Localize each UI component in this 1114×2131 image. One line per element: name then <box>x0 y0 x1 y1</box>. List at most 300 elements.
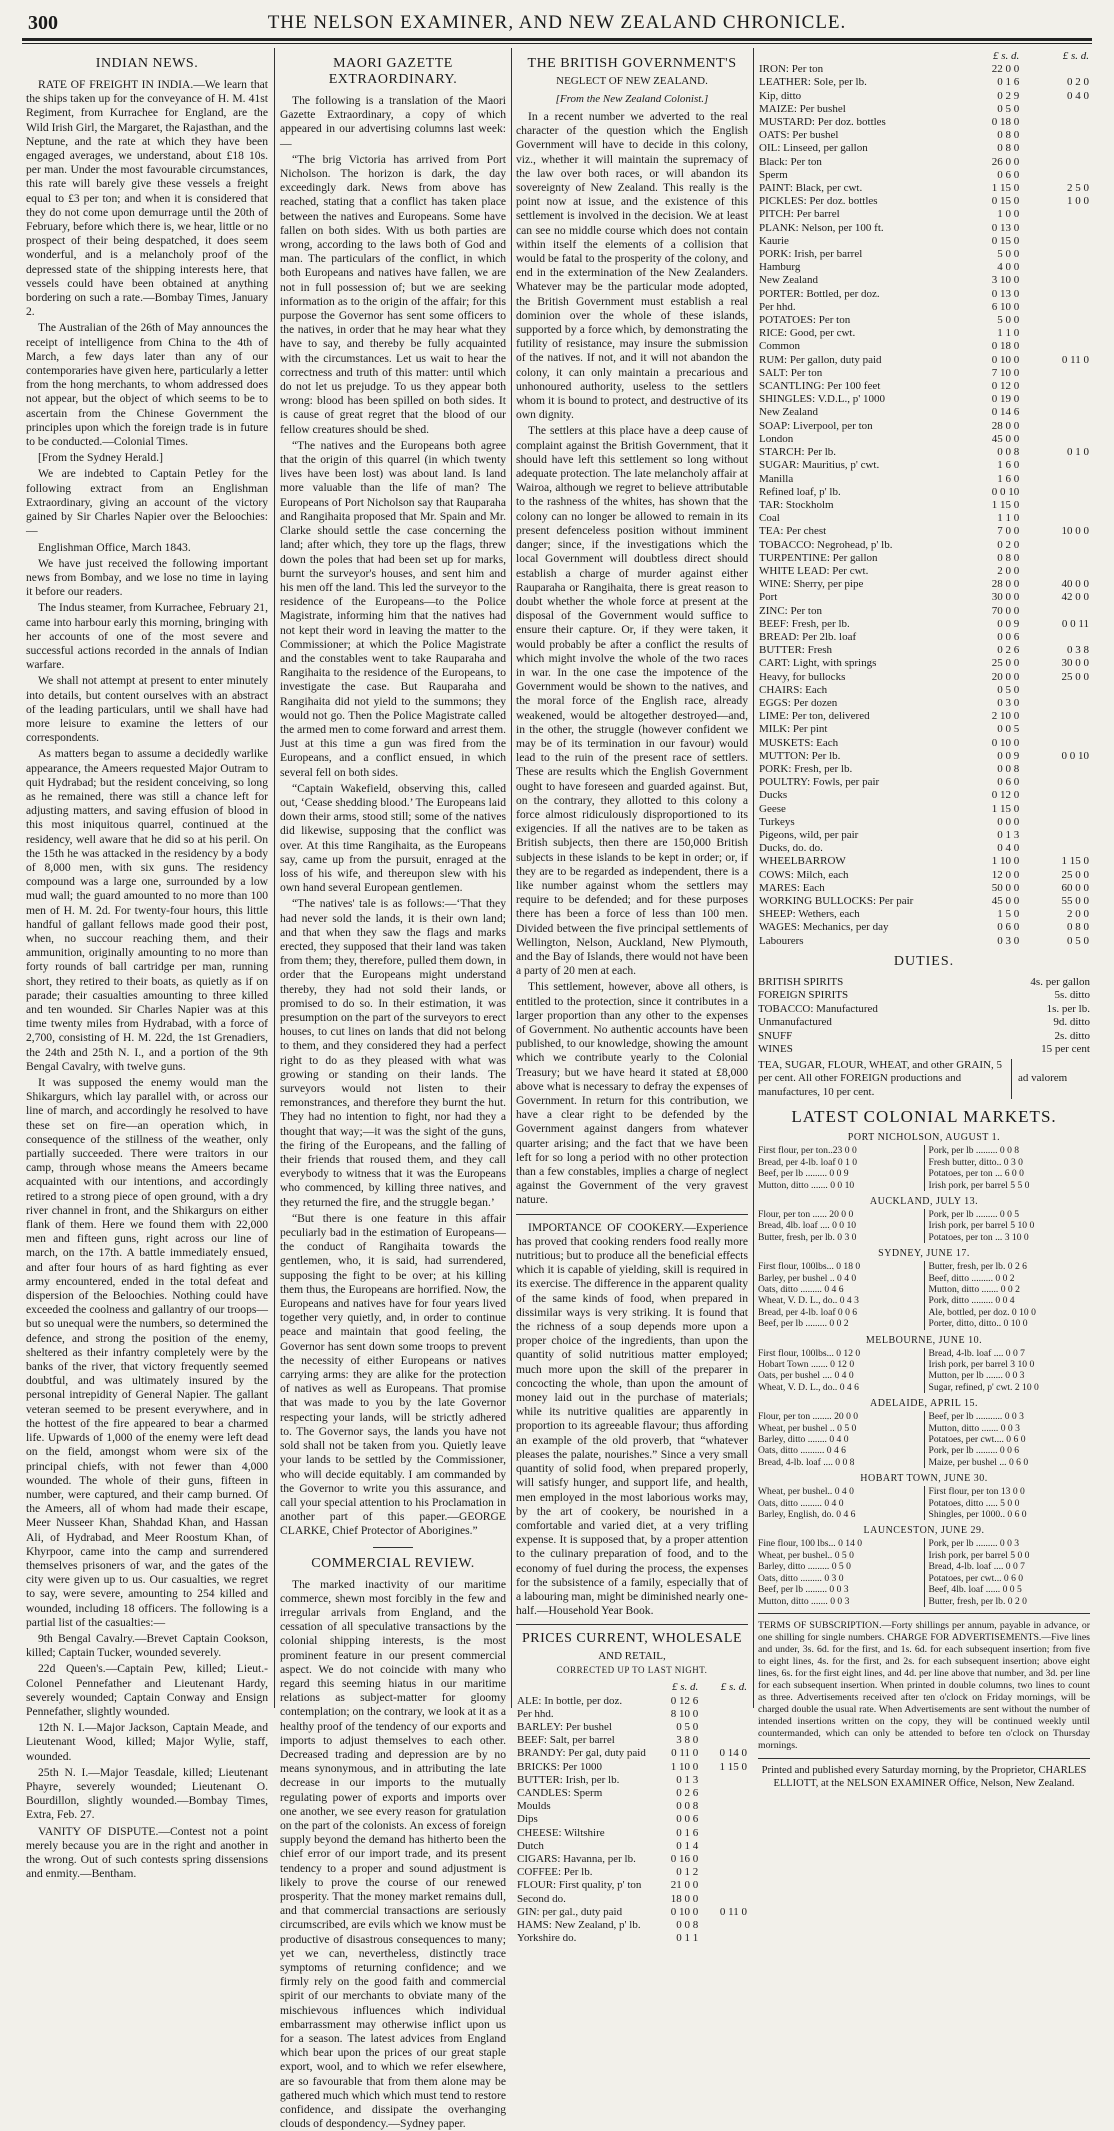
prices-current-heading: PRICES CURRENT, WHOLESALE <box>521 1631 743 1647</box>
market-entry: Potatoes, per cwt... 0 6 0 <box>928 1572 1024 1584</box>
market-entry: Wheat, V. D. L., do.. 0 4 6 <box>758 1381 859 1393</box>
price-value: 30 0 0 <box>1061 657 1089 670</box>
market-entry: Oats, ditto ......... 0 4 0 <box>758 1497 844 1509</box>
market-column <box>925 1348 1091 1394</box>
market-entry: Irish pork, per barrel 5 10 0 <box>928 1220 1035 1232</box>
paragraph: IMPORTANCE OF COOKERY.—Experience has proved that cooking renders food really more nutritious; but to produce all the beneficial effects which it is capable of yielding, skill is required in its exercise. The difference in the apparent quality of the same kinds of food, when prepared in dissimilar ways is very striking. It is found that the richness of a soup depends more upon a proper choice of the ingredients, than upon the quantity of solid nutritious matter employed; much more upon the skill of the preparer in concocting the whole, than upon the amount of money laid out in the purchase of materials; while its nutritive qualities are apparently in proportion to its agreeable flavour; thus affording an example of the old proverb, that “whatever pleases the palate, nourishes.” Since a very small quantity of solid food, when prepared properly, will satisfy hunger, and support life, and health, men employed in the most laborious works may, by the art of cookery, be nourished in a comfortable and varied diet, at a very trifling expense. It is supposed that, by a proper attention to the culinary preparation of food, and to the economy of fuel during the process, the expenses for the subsistence of a family, especially that of a labouring man, might be diminished nearly one-half.—Household Year Book. <box>516 1220 748 1618</box>
price-value <box>1020 420 1090 433</box>
price-value: 0 0 0 <box>997 815 1020 828</box>
market-entry: Beef, per lb ........... 0 0 3 <box>928 1411 1024 1423</box>
prices-current-table <box>516 1681 748 1945</box>
price-row <box>516 1853 748 1866</box>
market-entry: First flour, per ton 13 0 0 <box>928 1486 1025 1498</box>
british-government-subheading: NEGLECT OF NEW ZEALAND. <box>556 75 708 87</box>
price-row <box>516 1827 748 1840</box>
price-value: 3 8 0 <box>676 1734 699 1747</box>
price-value <box>1020 380 1090 393</box>
price-value <box>699 1813 748 1826</box>
price-item: Dips <box>517 1813 538 1826</box>
duty-rate: 1s. per lb. <box>1046 1002 1090 1015</box>
page-number: 300 <box>28 12 58 34</box>
paragraph: This settlement, however, above all others, is entitled to the protection, since it contributes in a larger proportion than any other to the expenses of Government. No authentic accounts have been published, to our knowledge, showing the amount which we contribute yearly to the Colonial Treasury; but we have heard it stated at £8,000 above what is necessary to defray the expenses of Government. In return for this contribution, we have a clear right to be defended by the Government against dangers from whatever quarter arising; and the fact that we have been left for so long a period with no other protection than a few constables, implies a charge of neglect against the Government of the very gravest nature. <box>516 980 748 1207</box>
price-value: 30 0 0 <box>991 591 1020 604</box>
duty-row <box>758 1016 1090 1030</box>
price-value: 0 5 0 <box>997 102 1020 115</box>
cookery-body <box>516 1221 748 1619</box>
commercial-review-heading: COMMERCIAL REVIEW. <box>311 1555 475 1571</box>
market-entry: Fresh butter, ditto.. 0 3 0 <box>928 1156 1023 1168</box>
price-row <box>758 499 1090 512</box>
paragraph: The Indus steamer, from Kurrachee, February 21, came into harbour early this morning, bringing with her accounts of one of the most severe and successful actions recorded in the annals of Indian warfare. <box>26 601 268 672</box>
market-entry: Mutton, ditto ....... 0 0 2 <box>928 1283 1020 1295</box>
price-value <box>1020 406 1090 419</box>
price-value: 2 0 0 <box>997 564 1020 577</box>
price-value: 0 3 8 <box>1067 644 1089 657</box>
price-value: 0 1 3 <box>997 828 1020 841</box>
price-value <box>1020 737 1090 750</box>
price-value: 1 5 0 <box>997 908 1020 921</box>
market-entry: Wheat, V. D. L., do.. 0 4 3 <box>758 1295 859 1307</box>
price-value: 60 0 0 <box>1061 881 1089 894</box>
market-column <box>925 1145 1091 1191</box>
market-entry: Barley, ditto ........ 0 4 0 <box>758 1434 849 1446</box>
price-row <box>758 723 1090 736</box>
market-entry: Shingles, per 1000.. 0 6 0 <box>928 1509 1027 1521</box>
price-value <box>1020 63 1090 76</box>
price-item: CART: Light, with springs <box>759 657 877 670</box>
market-entry: Pork, per lb ......... 0 0 6 <box>928 1445 1020 1457</box>
price-value: 1 0 0 <box>997 208 1020 221</box>
price-row <box>758 908 1090 921</box>
price-value: 0 14 6 <box>991 406 1020 419</box>
duty-row <box>758 1003 1090 1017</box>
price-value <box>699 1800 748 1813</box>
market-prices <box>758 1411 1090 1468</box>
column-4 <box>758 50 1090 1789</box>
masthead-rule-thin <box>22 43 1092 44</box>
paragraph: [From the Sydney Herald.] <box>38 451 163 465</box>
price-value <box>1020 142 1090 155</box>
price-item: COFFEE: Per lb. <box>517 1866 593 1879</box>
paragraph: RATE OF FREIGHT IN INDIA.—We learn that the ships taken up for the conveyance of H. M. 41st Regiment, from Kurrachee for England, are the Wild Irish Girl, the Margaret, the Rajasthan, and the Neptune, and the rate at which they have been engaged averages, we understand, about £18 10s. per man. Under the most favourable circumstances, this rate will barely give these vessels a freight equal to £3 per ton; and when it is considered that they do not come upon demurrage until the 20th of February, before which there is, we hear, little or no prospect of their being despatched, it does seem wonderful, and is a melancholy proof of the depressed state of the shipping interests here, that vessels could have been obtained at anything bordering on such a rate.—Bombay Times, January 2. <box>26 78 268 319</box>
market-entry: Pork, ditto ......... 0 0 4 <box>928 1295 1015 1307</box>
market-port-heading: AUCKLAND, JULY 13. <box>869 1195 979 1207</box>
price-value <box>699 1734 748 1747</box>
price-row <box>758 90 1090 103</box>
price-value: 10 0 0 <box>1061 525 1089 538</box>
price-value: 1 15 0 <box>991 498 1020 511</box>
price-item: TEA: Per chest <box>759 525 827 538</box>
price-item: Moulds <box>517 1800 551 1813</box>
price-row <box>758 829 1090 842</box>
price-value <box>1020 816 1090 829</box>
price-value: 0 8 0 <box>997 142 1020 155</box>
price-row <box>758 512 1090 525</box>
price-value <box>1020 803 1090 816</box>
table-header-row <box>758 50 1090 63</box>
price-value: 25 0 0 <box>1061 868 1089 881</box>
price-row <box>758 288 1090 301</box>
market-column <box>925 1486 1091 1520</box>
price-value: 0 1 2 <box>676 1866 699 1879</box>
duty-item: SNUFF <box>758 1029 793 1042</box>
price-row <box>758 420 1090 433</box>
market-port-heading: MELBOURNE, JUNE 10. <box>865 1334 983 1346</box>
price-value <box>1020 776 1090 789</box>
price-value <box>1020 486 1090 499</box>
price-value <box>1020 459 1090 472</box>
price-value: 3 10 0 <box>991 274 1020 287</box>
price-row <box>758 552 1090 565</box>
price-row <box>758 882 1090 895</box>
price-item: Kip, ditto <box>759 89 802 102</box>
price-value: 1 15 0 <box>1061 855 1089 868</box>
price-row <box>516 1932 748 1945</box>
price-row <box>758 631 1090 644</box>
price-value <box>1020 697 1090 710</box>
price-row <box>758 354 1090 367</box>
price-item: RICE: Good, per cwt. <box>759 327 856 340</box>
price-row <box>758 921 1090 934</box>
price-row <box>758 671 1090 684</box>
paragraph: “The natives and the Europeans both agree that the origin of this quarrel (in which twenty lives have been lost) was about land. Is land more valuable than the life of man? The Europeans of Port Nicholson say that Rauparaha and Rangihaita proposed that Mr. Spain and Mr. Clarke should settle the case concerning the land; after which, they tore up the flags, threw down the poles that had been set up for marks, burnt the surveyor's houses, and sent him and his men off the land. This led the surveyor to the residence of the Europeans—to the Police Magistrate, informing him that the natives had not kept their word in leaving the matter to the Commissioner; at which the Police Magistrate and the constables went to take Rauparaha and Rangihaita to the residence of the Europeans, to investigate the case. But Rauparaha and Rangihaita did not yield to the summons; they would not go. Then the Police Magistrate called the armed men to come forward and arrest them. Just at this time a gun was fired from the Europeans, and a conflict ensued, in which several fell on both sides. <box>280 438 506 779</box>
price-value: 0 2 6 <box>997 644 1020 657</box>
price-row <box>758 393 1090 406</box>
price-item: MUTTON: Per lb. <box>759 749 841 762</box>
price-item: SHINGLES: V.D.L., p' 1000 <box>759 393 885 406</box>
price-value: 0 3 0 <box>997 696 1020 709</box>
price-item: London <box>759 432 794 445</box>
price-value <box>1020 103 1090 116</box>
market-entry: Potatoes, per ton ... 6 0 0 <box>928 1168 1024 1180</box>
price-item: Per hhd. <box>517 1707 554 1720</box>
price-item: MAIZE: Per bushel <box>759 102 846 115</box>
indian-news-heading: INDIAN NEWS. <box>95 56 199 71</box>
price-value: 25 0 0 <box>1061 670 1089 683</box>
market-entry: Mutton, ditto ....... 0 0 10 <box>758 1179 855 1191</box>
price-value <box>699 1827 748 1840</box>
price-value <box>1020 473 1090 486</box>
price-value: 0 11 0 <box>671 1747 699 1760</box>
market-entry: Oats, per bushel .... 0 4 0 <box>758 1370 854 1382</box>
paragraph: In a recent number we adverted to the real character of the question which the English Government will have to decide in this colony, viz., whether it will maintain the supremacy of the law over both races, or will abandon its sovereignty of New Zealand. This really is the point now at issue, and the existence of this settlement is involved in the decision. We at least can see no middle course which does not contain within itself the elements of a collision that would be fatal to the prosperity of the colony, and end in the extermination of the New Zealanders. Whatever may be the particular mode adopted, the British Government must establish a real dominion over the whole of these islands, supported by a force which, by demonstrating the futility of resistance, may insure the submission of the natives. If not, and it will not abandon the colony, it can only maintain a precarious and unhonoured authority, useless to the settlers whom it is bound to protect, and destructive of its own dignity. <box>516 110 748 422</box>
price-value <box>699 1695 748 1708</box>
paragraph: 25th N. I.—Major Teasdale, killed; Lieutenant Phayre, severely wounded; Lieutenant O. Bourdillon, slightly wounded.—Bombay Times, Extra, Feb. 27. <box>26 1765 268 1822</box>
price-item: Geese <box>759 802 786 815</box>
price-row <box>758 591 1090 604</box>
price-value: 0 10 0 <box>991 353 1020 366</box>
duty-row <box>758 1030 1090 1044</box>
market-entry: Potatoes, per ton ... 3 10 0 <box>928 1231 1029 1243</box>
market-entry: Oats, ditto ......... 0 4 6 <box>758 1283 844 1295</box>
price-item: Kaurie <box>759 234 789 247</box>
price-value <box>1020 605 1090 618</box>
price-row <box>758 314 1090 327</box>
price-row <box>516 1866 748 1879</box>
market-entry: Beef, per lb ......... 0 0 2 <box>758 1318 849 1330</box>
price-row <box>758 750 1090 763</box>
price-row <box>758 261 1090 274</box>
market-entry: Mutton, per lb ....... 0 0 3 <box>928 1370 1025 1382</box>
maori-gazette-heading: MAORI GAZETTE EXTRAORDINARY. <box>328 56 458 87</box>
price-value: 0 12 0 <box>991 380 1020 393</box>
price-item: PLANK: Nelson, per 100 ft. <box>759 221 884 234</box>
price-row <box>516 1708 748 1721</box>
market-column <box>758 1486 925 1520</box>
price-item: GIN: per gal., duty paid <box>517 1905 623 1918</box>
price-item: CHAIRS: Each <box>759 683 828 696</box>
price-value: 0 5 0 <box>1067 934 1089 947</box>
price-row <box>758 737 1090 750</box>
market-entry: Mutton, ditto ....... 0 0 3 <box>928 1422 1020 1434</box>
price-row <box>758 129 1090 142</box>
price-item: BUTTER: Fresh <box>759 644 833 657</box>
price-value: 0 1 0 <box>1067 446 1089 459</box>
price-value: 0 6 0 <box>997 168 1020 181</box>
price-value <box>1020 261 1090 274</box>
price-value: 0 0 6 <box>676 1813 699 1826</box>
price-value: 1 6 0 <box>997 472 1020 485</box>
price-item: TOBACCO: Negrohead, p' lb. <box>759 538 893 551</box>
duties-list <box>758 976 1090 1057</box>
price-value <box>699 1787 748 1800</box>
price-value <box>1020 129 1090 142</box>
price-value: 0 0 11 <box>1061 617 1089 630</box>
price-value: 26 0 0 <box>991 155 1020 168</box>
price-item: Common <box>759 340 800 353</box>
market-column <box>925 1209 1091 1243</box>
price-row <box>758 446 1090 459</box>
duty-row <box>758 976 1090 990</box>
price-value: 0 8 0 <box>997 551 1020 564</box>
price-row <box>758 565 1090 578</box>
ad-valorem-label: ad valorem <box>1018 1072 1068 1085</box>
price-row <box>516 1774 748 1787</box>
market-entry: Bread, 4-lb. loaf .... 0 0 7 <box>928 1561 1025 1573</box>
price-item: MILK: Per pint <box>759 723 828 736</box>
price-value <box>1020 235 1090 248</box>
market-prices <box>758 1145 1090 1191</box>
market-entry: Beef, 4lb. loaf ...... 0 0 5 <box>928 1584 1022 1596</box>
price-item: Second do. <box>517 1892 566 1905</box>
paragraph: “The brig Victoria has arrived from Port Nicholson. The horizon is dark, the day exceedingly dark. News from above has reached, stating that a conflict has taken place between the natives and Europeans. Some have fallen on both sides. With us both parties are wrong, according to the laws both of God and man. The particulars of the conflict, in which both Europeans and natives have fallen, we are not in full possession of; but we are seeking information as to the origin of the affair; for this purpose the Governor has sent some officers to the natives, in order that he may hear what they have to say, and thereby be fully acquainted with the circumstances. Let us wait to hear the correctness and truth of this matter: until which do not let us prejudge. To us they appear both wrong: blood has been spilled on both sides. It is cause of great regret that the blood of our fellow creatures should be shed. <box>280 152 506 436</box>
price-value <box>1020 208 1090 221</box>
price-item: ZINC: Per ton <box>759 604 822 617</box>
market-entry: Wheat, per bushel .. 0 5 0 <box>758 1422 857 1434</box>
price-row <box>758 156 1090 169</box>
price-row <box>758 142 1090 155</box>
price-value <box>699 1893 748 1906</box>
price-value: 0 8 0 <box>1067 921 1089 934</box>
market-entry: Fine flour, 100 lbs... 0 14 0 <box>758 1538 863 1550</box>
market-prices <box>758 1348 1090 1394</box>
price-item: BUTTER: Irish, per lb. <box>517 1773 620 1786</box>
price-value <box>1020 433 1090 446</box>
price-value: 0 1 3 <box>676 1773 699 1786</box>
british-government-source: [From the New Zealand Colonist.] <box>555 93 709 105</box>
market-entry: Wheat, per bushel.. 0 4 0 <box>758 1486 854 1498</box>
price-row <box>758 657 1090 670</box>
price-value: 0 0 10 <box>1061 749 1089 762</box>
price-item: CIGARS: Havanna, per lb. <box>517 1852 636 1865</box>
price-value: 0 19 0 <box>991 393 1020 406</box>
price-value: 0 5 0 <box>676 1720 699 1733</box>
market-port-heading: LAUNCESTON, JUNE 29. <box>863 1525 985 1537</box>
market-column <box>925 1411 1091 1468</box>
british-government-heading: THE BRITISH GOVERNMENT'S <box>527 56 737 71</box>
price-row <box>758 433 1090 446</box>
price-item: EGGS: Per dozen <box>759 696 838 709</box>
market-entry: Irish pork, per barrel 3 10 0 <box>928 1359 1035 1370</box>
price-value: 0 15 0 <box>991 195 1020 208</box>
price-value: 55 0 0 <box>1061 895 1089 907</box>
price-item: New Zealand <box>759 406 818 419</box>
price-item: SALT: Per ton <box>759 366 823 379</box>
market-entry: Barley, ditto ......... 0 5 0 <box>758 1561 851 1573</box>
price-value <box>1020 552 1090 565</box>
duty-item: Unmanufactured <box>758 1016 832 1029</box>
price-value <box>1020 723 1090 736</box>
price-value: 0 6 0 <box>997 921 1020 934</box>
ad-valorem-items: TEA, SUGAR, FLOUR, WHEAT, and other GRAIN, 5 per cent. All other FOREIGN productions and manufactures, 10 per cent. <box>758 1059 1012 1100</box>
paragraph: 22d Queen's.—Captain Pew, killed; Lieut.-Colonel Pennefather and Lieutenant Hardy, severely wounded; Captain Conway and Ensign Pennefather, slightly wounded. <box>26 1662 268 1718</box>
price-value: 0 12 6 <box>670 1694 699 1707</box>
price-value: 1 10 0 <box>991 855 1020 868</box>
price-value <box>1020 367 1090 380</box>
market-entry: Bread, 4-lb. loaf .... 0 0 8 <box>758 1456 855 1468</box>
price-value: 20 0 0 <box>991 670 1020 683</box>
paragraph: 9th Bengal Cavalry.—Brevet Captain Cookson, killed; Captain Tucker, wounded severely. <box>26 1631 268 1660</box>
price-value: 0 0 10 <box>991 485 1020 498</box>
duty-rate: 9d. ditto <box>1053 1016 1090 1029</box>
price-item: Dutch <box>517 1839 544 1852</box>
price-row <box>758 274 1090 287</box>
paragraph: As matters began to assume a decidedly warlike appearance, the Ameers requested Major Outram to quit Hydrabad; but the resident conceiving, so long as he remained, there was still a chance left for adjusting matters, and saving effusion of blood in this most iniquitous quarrel, continued at the residency, well aware that he did so at his peril. On the 15th he was attacked in the residency by a body of 8,000 men, with six guns. The residency compound was a large one, surrounded by a low mud wall; the guard amounted to no more than 100 men of H. M. 2d. For twenty-four hours, this little handful of gallant fellows made good their post, when, no succour reaching them, and their ammunition, originally amounting to no more than forty rounds of ball cartridge per man, running short, they retired to their boats, as quietly as if on parade; their casualties amounting to three killed and ten wounded. Sir Charles Napier was at this time twenty miles from Hydrabad, with a force of 2,700, consisting of H. M. 22d, the 1st Grenadiers, the 24th and 25th N. I., and a portion of the 9th Bengal Cavalry, with twelve guns. <box>26 747 268 1073</box>
price-row <box>758 473 1090 486</box>
price-row <box>758 869 1090 882</box>
price-value: 0 0 9 <box>997 617 1020 630</box>
paragraph: Englishman Office, March 1843. <box>38 540 191 554</box>
market-entry: Oats, ditto .......... 0 4 6 <box>758 1445 846 1457</box>
price-value <box>1020 829 1090 842</box>
prices-current-note: CORRECTED UP TO LAST NIGHT. <box>556 1665 708 1676</box>
market-entry: Bread, per 4-lb. loaf 0 0 6 <box>758 1306 858 1318</box>
price-value: 0 1 1 <box>676 1932 699 1945</box>
price-value <box>699 1853 748 1866</box>
price-value <box>1020 248 1090 261</box>
price-row <box>758 710 1090 723</box>
price-value <box>1020 274 1090 287</box>
price-value <box>1020 314 1090 327</box>
market-entry: Maize, per bushel ... 0 6 0 <box>928 1456 1029 1468</box>
section-rule <box>758 1613 1090 1614</box>
price-value: 2 0 0 <box>1067 908 1089 921</box>
price-item: IRON: Per ton <box>759 63 824 76</box>
price-row <box>516 1761 748 1774</box>
column-divider <box>274 48 275 1708</box>
price-item: OATS: Per bushel <box>759 129 839 142</box>
market-prices <box>758 1209 1090 1243</box>
price-row <box>758 169 1090 182</box>
price-value: 0 0 6 <box>997 630 1020 643</box>
price-item: Manilla <box>759 472 794 485</box>
paragraph: VANITY OF DISPUTE.—Contest not a point merely because you are in the right and another in the wrong. Out of such contests spring dissensions and enmity.—Bentham. <box>26 1824 268 1881</box>
market-entry: Sugar, refined, p' cwt. 2 10 0 <box>928 1381 1039 1393</box>
price-row <box>758 340 1090 353</box>
price-value: 0 18 0 <box>991 116 1020 129</box>
price-value <box>1020 789 1090 802</box>
market-entry: Bread, 4lb. loaf .... 0 0 10 <box>758 1220 857 1232</box>
price-row <box>758 763 1090 776</box>
price-value <box>699 1879 748 1892</box>
prices-current-subheading: AND RETAIL, <box>598 1650 666 1663</box>
price-row <box>516 1747 748 1760</box>
market-entry: Potatoes, per cwt.... 0 6 0 <box>928 1434 1026 1446</box>
price-value: 0 0 8 <box>997 446 1020 459</box>
price-value: 1 6 0 <box>997 459 1020 472</box>
market-entry: Barley, English, do. 0 4 6 <box>758 1509 856 1521</box>
market-entry: Hobart Town ....... 0 12 0 <box>758 1359 855 1370</box>
market-port-heading: HOBART TOWN, JUNE 30. <box>860 1473 988 1485</box>
newspaper-title: THE NELSON EXAMINER, AND NEW ZEALAND CHRONICLE. <box>267 12 847 33</box>
price-item: OIL: Linseed, per gallon <box>759 142 868 155</box>
price-item: SOAP: Liverpool, per ton <box>759 419 873 432</box>
price-value: 1 1 0 <box>997 512 1020 525</box>
price-item: Hamburg <box>759 261 801 274</box>
market-column <box>758 1261 925 1329</box>
duty-rate: 5s. ditto <box>1054 989 1090 1002</box>
market-column <box>758 1209 925 1243</box>
price-row <box>516 1800 748 1813</box>
market-column <box>925 1261 1091 1329</box>
terms-of-subscription: TERMS OF SUBSCRIPTION.—Forty shillings per annum, payable in advance, or one shilling for single numbers. CHARGE FOR ADVERTISEMENTS.—Five lines and under, 3s. 6d. for the first, and 1s. 6d. for each subsequent insertion; from five to eight lines, 4s. for the first, and 2s. for each subsequent insertion; above eight lines, 6s. for the first eight lines, and 4d. per line above that number, and 3d. per line for each subsequent insertion. When printed in double columns, two lines to count as three. Advertisements received after ten o'clock on Friday mornings, will be charged double the usual rate. When Advertisements are sent without the number of intended insertions written on the copy, they will be continued weekly until countermanded, which can only be attended to before ten o'clock on Thursday mornings. <box>758 1619 1090 1751</box>
price-row <box>516 1721 748 1734</box>
price-value <box>1020 499 1090 512</box>
maori-gazette-body <box>280 94 506 1539</box>
price-row <box>758 486 1090 499</box>
column-header: £ s. d. <box>992 50 1020 62</box>
section-rule <box>516 1214 748 1215</box>
price-row <box>758 248 1090 261</box>
price-row <box>758 776 1090 789</box>
price-item: WHITE LEAD: Per cwt. <box>759 564 869 577</box>
price-value <box>699 1774 748 1787</box>
price-value <box>1020 116 1090 129</box>
paragraph: “Captain Wakefield, observing this, called out, ‘Cease shedding blood.’ The Europeans laid down their arms, stood still; some of the natives did likewise, supposing that the conflict was over. At this time Rangihaita, as the Europeans say, came up from the pursuit, enraged at the loss of his wife, and thereupon slew with his own hand several European gentlemen. <box>280 781 506 895</box>
price-value <box>1020 301 1090 314</box>
price-row <box>758 605 1090 618</box>
price-value: 0 0 8 <box>997 762 1020 775</box>
column-header: £ s. d. <box>1062 50 1089 62</box>
price-item: Ducks <box>759 789 788 802</box>
price-item: LEATHER: Sole, per lb. <box>759 76 867 89</box>
price-value: 0 13 0 <box>991 221 1020 234</box>
market-entry: Pork, per lb ......... 0 0 5 <box>928 1208 1020 1220</box>
market-entry: Bread, 4-lb. loaf .... 0 0 7 <box>928 1347 1025 1359</box>
table-header-row <box>516 1681 748 1694</box>
duty-rate: 15 per cent <box>1041 1043 1090 1056</box>
price-value: 0 11 0 <box>1061 353 1089 366</box>
price-row <box>758 855 1090 868</box>
price-item: BEEF: Fresh, per lb. <box>759 617 850 630</box>
paragraph: We are indebted to Captain Petley for the following extract from an Englishman Extraordinary, giving an account of the victory gained by Sir Charles Napier over the Beloochies:— <box>26 467 268 538</box>
price-value: 0 5 0 <box>997 683 1020 696</box>
price-item: PORK: Fresh, per lb. <box>759 762 853 775</box>
price-item: BEEF: Salt, per barrel <box>517 1734 615 1747</box>
price-value: 8 10 0 <box>670 1707 699 1720</box>
paragraph: We shall not attempt at present to enter minutely into details, but content ourselves with an abstract of the leading particulars, until we shall have had more leisure to examine the letters of our correspondents. <box>26 674 268 745</box>
price-value: 0 12 0 <box>991 789 1020 802</box>
